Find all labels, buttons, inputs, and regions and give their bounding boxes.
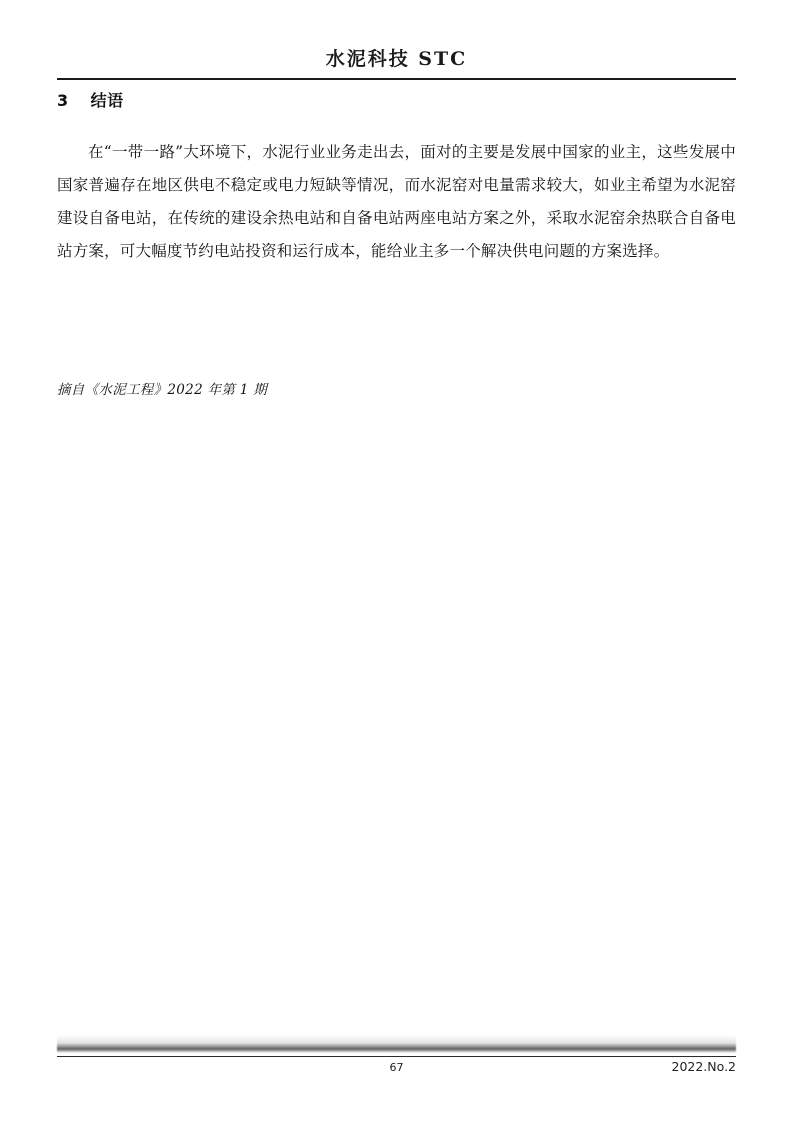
footer-divider <box>57 1056 736 1057</box>
page-number: 67 <box>389 1061 404 1074</box>
source-note: 摘自《水泥工程》2022 年第 1 期 <box>57 382 268 398</box>
body-paragraph: 在“一带一路”大环境下，水泥行业业务走出去，面对的主要是发展中国家的业主，这些发展中国家普遍存在地区供电不稳定或电力短缺等情况，而水泥窑对电量需求较大，如业主希望为水泥窑建设自备电站，在传统的建设余热电站和自备电站两座电站方案之外，采取水泥窑余热联合自备电站方案，可大幅度节约电站投资和运行成本，能给业主多一个解决供电问题的方案选择。 <box>57 142 736 260</box>
section-heading <box>57 88 124 111</box>
footer-smudge <box>57 1035 736 1053</box>
issue-label: 2022.No.2 <box>671 1059 736 1074</box>
section-title: 结语 <box>90 91 124 110</box>
header-divider <box>57 78 736 80</box>
section-number: 3 <box>57 91 69 110</box>
page-header <box>0 44 793 71</box>
journal-title: 水泥科技 STC <box>325 48 468 70</box>
